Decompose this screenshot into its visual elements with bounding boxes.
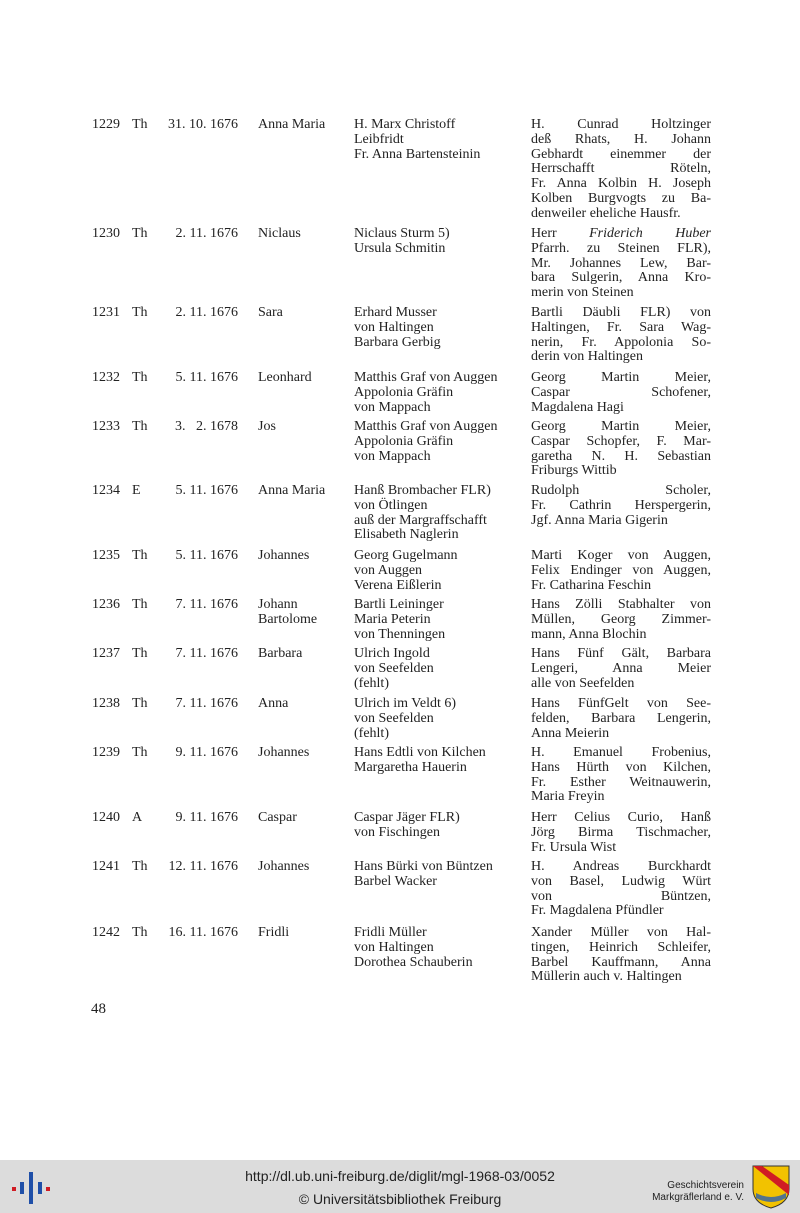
godparents-line: Caspar Schofener, (531, 384, 711, 400)
parents-line: Erhard Musser (354, 305, 437, 320)
baptism-date: 5. 11. 1676 (175, 548, 238, 563)
pastor-code: Th (132, 305, 148, 320)
child-name-line: Caspar (258, 810, 297, 825)
godparents (531, 697, 711, 741)
child-name (258, 860, 348, 875)
parents (354, 926, 526, 970)
parents-line: (fehlt) (354, 725, 389, 741)
godparents-line: H. Cunrad Holtzinger (531, 117, 711, 132)
parents (354, 118, 526, 162)
entry-number: 1237 (92, 646, 120, 661)
godparents-line: felden, Barbara Lengerin, (531, 710, 711, 726)
parents-line: Ulrich Ingold (354, 646, 430, 661)
godparents-line: Bartli Däubli FLR) von (531, 305, 711, 320)
page-number: 48 (91, 1001, 106, 1017)
parents-line: Ulrich im Veldt 6) (354, 696, 457, 711)
child-name-line: Fridli (258, 925, 290, 940)
parents (354, 746, 526, 776)
parents-line: Barbel Wacker (354, 873, 437, 889)
child-name-line: Jos (258, 419, 276, 434)
parents-line: Leibfridt (354, 131, 404, 147)
pastor-code: Th (132, 419, 148, 434)
pastor-code: Th (132, 597, 148, 612)
godparents-line: Magdalena Hagi (531, 399, 624, 415)
godparents-line: Caspar Schopfer, F. Mar- (531, 433, 711, 449)
godparents-line: Fr. Catharina Feschin (531, 577, 652, 593)
parents-line: von Auggen (354, 562, 423, 578)
baptism-date: 7. 11. 1676 (175, 646, 238, 661)
godparents-line: Herr Friderich Huber (531, 226, 711, 241)
baptism-date: 9. 11. 1676 (175, 745, 238, 760)
entry-number: 1239 (92, 745, 120, 760)
copyright-text: © Universitätsbibliothek Freiburg (298, 1191, 502, 1207)
godparents-line: Haltingen, Fr. Sara Wag- (531, 319, 711, 335)
parents-line: auß der Margraffschafft (354, 512, 487, 528)
child-name-line: Johann (258, 597, 298, 612)
godparents-line: derin von Haltingen (531, 349, 643, 365)
child-name (258, 484, 348, 499)
godparents-line: Gebhardt einemmer der (531, 146, 711, 162)
parents-line: Barbara Gerbig (354, 334, 441, 350)
parents-line: von Haltingen (354, 939, 434, 955)
godparents-line: Herr Celius Curio, Hanß (531, 810, 711, 825)
godparents (531, 306, 711, 365)
parents-line: von Seefelden (354, 710, 434, 726)
godparents-line: Fr. Magdalena Pfündler (531, 903, 664, 919)
godparents (531, 598, 711, 642)
godparents (531, 926, 711, 985)
parents (354, 697, 526, 741)
godparents-line: Hans Fünf Gält, Barbara (531, 646, 711, 661)
godparents (531, 746, 711, 805)
parents-line: Bartli Leininger (354, 597, 444, 612)
parents-line: (fehlt) (354, 675, 389, 691)
baptism-date: 2. 11. 1676 (175, 305, 238, 320)
child-name-line: Anna Maria (258, 483, 326, 498)
parents-line: von Haltingen (354, 319, 434, 335)
godparents-line: von Büntzen, (531, 888, 711, 904)
godparents-line: Hans Hürth von Kilchen, (531, 759, 711, 775)
baptism-date: 12. 11. 1676 (168, 859, 238, 874)
footer-bar (0, 1160, 800, 1213)
child-name (258, 926, 348, 941)
entry-number: 1232 (92, 370, 120, 385)
organization-name (620, 1180, 744, 1204)
child-name (258, 306, 348, 321)
parents (354, 549, 526, 593)
parents-line: Caspar Jäger FLR) (354, 810, 460, 825)
organization-name-line: Markgräflerland e. V. (652, 1192, 744, 1203)
parents-line: Fr. Anna Bartensteinin (354, 146, 481, 162)
godparents-line: Maria Freyin (531, 789, 605, 805)
child-name-line: Johannes (258, 859, 310, 874)
godparents-line: garetha N. H. Sebastian (531, 448, 711, 464)
godparents-line: merin von Steinen (531, 285, 634, 301)
pastor-code: Th (132, 859, 148, 874)
child-name-line: Niclaus (258, 226, 301, 241)
godparents-line: Xander Müller von Hal- (531, 925, 711, 940)
baptism-date: 5. 11. 1676 (175, 483, 238, 498)
godparents-line: tingen, Heinrich Schleifer, (531, 939, 711, 955)
parents-line: Appolonia Gräfin (354, 433, 454, 449)
pastor-code: Th (132, 696, 148, 711)
pastor-code: Th (132, 548, 148, 563)
child-name (258, 647, 348, 662)
parents-line: Hanß Brombacher FLR) (354, 483, 491, 498)
parents (354, 598, 526, 642)
parents-line: von Mappach (354, 399, 431, 415)
parents-line: Ursula Schmitin (354, 240, 446, 256)
godparents-line: Hans Zölli Stabhalter von (531, 597, 711, 612)
godparents-line: mann, Anna Blochin (531, 626, 647, 642)
godparents-line: Jgf. Anna Maria Gigerin (531, 512, 668, 528)
child-name (258, 811, 348, 826)
parents-line: von Ötlingen (354, 497, 428, 513)
parents (354, 647, 526, 691)
child-name (258, 371, 348, 386)
pastor-code: Th (132, 117, 148, 132)
baptism-date: 16. 11. 1676 (168, 925, 238, 940)
godparents-line: deß Rhats, H. Johann (531, 131, 711, 147)
godparents-line: Pfarrh. zu Steinen FLR), (531, 240, 711, 256)
parents (354, 371, 526, 415)
godparents-line: Hans FünfGelt von See- (531, 696, 711, 711)
parents (354, 860, 526, 890)
parents-line: H. Marx Christoff (354, 117, 456, 132)
godparents-line: Fr. Anna Kolbin H. Joseph (531, 176, 711, 192)
parents-line: Elisabeth Naglerin (354, 527, 459, 543)
parents-line: Appolonia Gräfin (354, 384, 454, 400)
entry-number: 1233 (92, 419, 120, 434)
entry-number: 1234 (92, 483, 120, 498)
pastor-code: Th (132, 925, 148, 940)
entry-number: 1240 (92, 810, 120, 825)
godparents (531, 371, 711, 415)
pastor-code: Th (132, 370, 148, 385)
pastor-code: Th (132, 226, 148, 241)
child-name-line: Bartolome (258, 611, 318, 627)
entry-number: 1231 (92, 305, 120, 320)
godparents-line: Georg Martin Meier, (531, 419, 711, 434)
child-name (258, 746, 348, 761)
parents (354, 227, 526, 257)
child-name-line: Leonhard (258, 370, 312, 385)
parents-line: Hans Edtli von Kilchen (354, 745, 486, 760)
child-name-line: Barbara (258, 646, 303, 661)
godparents-line: Lengeri, Anna Meier (531, 660, 711, 676)
godparents (531, 420, 711, 479)
godparents-line: von Basel, Ludwig Würt (531, 873, 711, 889)
parents-line: Fridli Müller (354, 925, 427, 940)
child-name-line: Sara (258, 305, 283, 320)
entry-number: 1241 (92, 859, 120, 874)
godparents-line: Fr. Esther Weitnauwerin, (531, 774, 711, 790)
child-name-line: Johannes (258, 548, 310, 563)
entry-number: 1242 (92, 925, 120, 940)
baptism-date: 31. 10. 1676 (168, 117, 238, 132)
parents-line: Dorothea Schauberin (354, 954, 473, 970)
godparents (531, 484, 711, 528)
godparents-line: Kolben Burgvogts zu Ba- (531, 190, 711, 206)
child-name (258, 227, 348, 242)
godparents-line: Friburgs Wittib (531, 463, 617, 479)
godparents-line: Barbel Kauffmann, Anna (531, 954, 711, 970)
godparents (531, 860, 711, 919)
baptism-date: 7. 11. 1676 (175, 597, 238, 612)
parents-line: Hans Bürki von Büntzen (354, 859, 493, 874)
pastor-code: Th (132, 646, 148, 661)
parents-line: Maria Peterin (354, 611, 431, 627)
godparents (531, 118, 711, 222)
parents-line: von Mappach (354, 448, 431, 464)
godparents (531, 647, 711, 691)
parents (354, 811, 526, 841)
organization-name-line: Geschichtsverein (667, 1180, 744, 1191)
italic-name: Friderich Huber (589, 226, 711, 241)
child-name (258, 549, 348, 564)
source-url-link[interactable]: http://dl.ub.uni-freiburg.de/diglit/mgl-1968-03/0052 (245, 1168, 555, 1184)
child-name (258, 420, 348, 435)
godparents (531, 227, 711, 301)
baptism-date: 7. 11. 1676 (175, 696, 238, 711)
entry-number: 1235 (92, 548, 120, 563)
godparents (531, 549, 711, 593)
entry-number: 1229 (92, 117, 120, 132)
parents-line: Niclaus Sturm 5) (354, 226, 450, 241)
parents-line: Matthis Graf von Auggen (354, 370, 498, 385)
parents (354, 420, 526, 464)
entry-number: 1230 (92, 226, 120, 241)
godparents-line: Müllerin auch v. Haltingen (531, 969, 682, 985)
godparents-line: H. Emanuel Frobenius, (531, 745, 711, 760)
godparents-line: denweiler eheliche Hausfr. (531, 205, 681, 221)
parents-line: Georg Gugelmann (354, 548, 458, 563)
entry-number: 1238 (92, 696, 120, 711)
parents-line: von Seefelden (354, 660, 434, 676)
godparents-line: Georg Martin Meier, (531, 370, 711, 385)
child-name (258, 598, 348, 628)
godparents-line: Marti Koger von Auggen, (531, 548, 711, 563)
child-name-line: Anna Maria (258, 117, 326, 132)
child-name (258, 118, 348, 133)
baptism-date: 5. 11. 1676 (175, 370, 238, 385)
child-name (258, 697, 348, 712)
godparents-line: alle von Seefelden (531, 675, 635, 691)
baptism-date: 9. 11. 1676 (175, 810, 238, 825)
parents-line: Verena Eißlerin (354, 577, 442, 593)
parents-line: Matthis Graf von Auggen (354, 419, 498, 434)
godparents-line: Mr. Johannes Lew, Bar- (531, 255, 711, 271)
godparents-line: Jörg Birma Tischmacher, (531, 824, 711, 840)
godparents-line: nerin, Fr. Appolonia So- (531, 334, 711, 350)
pastor-code: E (132, 483, 141, 498)
godparents-line: Felix Endinger von Auggen, (531, 562, 711, 578)
parents-line: Margaretha Hauerin (354, 759, 467, 775)
godparents-line: Fr. Ursula Wist (531, 839, 617, 855)
child-name-line: Johannes (258, 745, 310, 760)
baptism-date: 2. 11. 1676 (175, 226, 238, 241)
parents-line: von Thenningen (354, 626, 446, 642)
parents (354, 306, 526, 350)
godparents (531, 811, 711, 855)
godparents-line: H. Andreas Burckhardt (531, 859, 711, 874)
godparents-line: Fr. Cathrin Herspergerin, (531, 497, 711, 513)
godparents-line: bara Sulgerin, Anna Kro- (531, 270, 711, 286)
godparents-line: Müllen, Georg Zimmer- (531, 611, 711, 627)
godparents-line: Herrschafft Röteln, (531, 161, 711, 177)
pastor-code: Th (132, 745, 148, 760)
baptism-date: 3. 2. 1678 (175, 419, 238, 434)
parents-line: von Fischingen (354, 824, 440, 840)
entry-number: 1236 (92, 597, 120, 612)
godparents-line: Anna Meierin (531, 725, 610, 741)
coat-of-arms-icon (752, 1165, 790, 1209)
godparents-line: Rudolph Scholer, (531, 483, 711, 498)
child-name-line: Anna (258, 696, 289, 711)
parents (354, 484, 526, 543)
pastor-code: A (132, 810, 143, 825)
